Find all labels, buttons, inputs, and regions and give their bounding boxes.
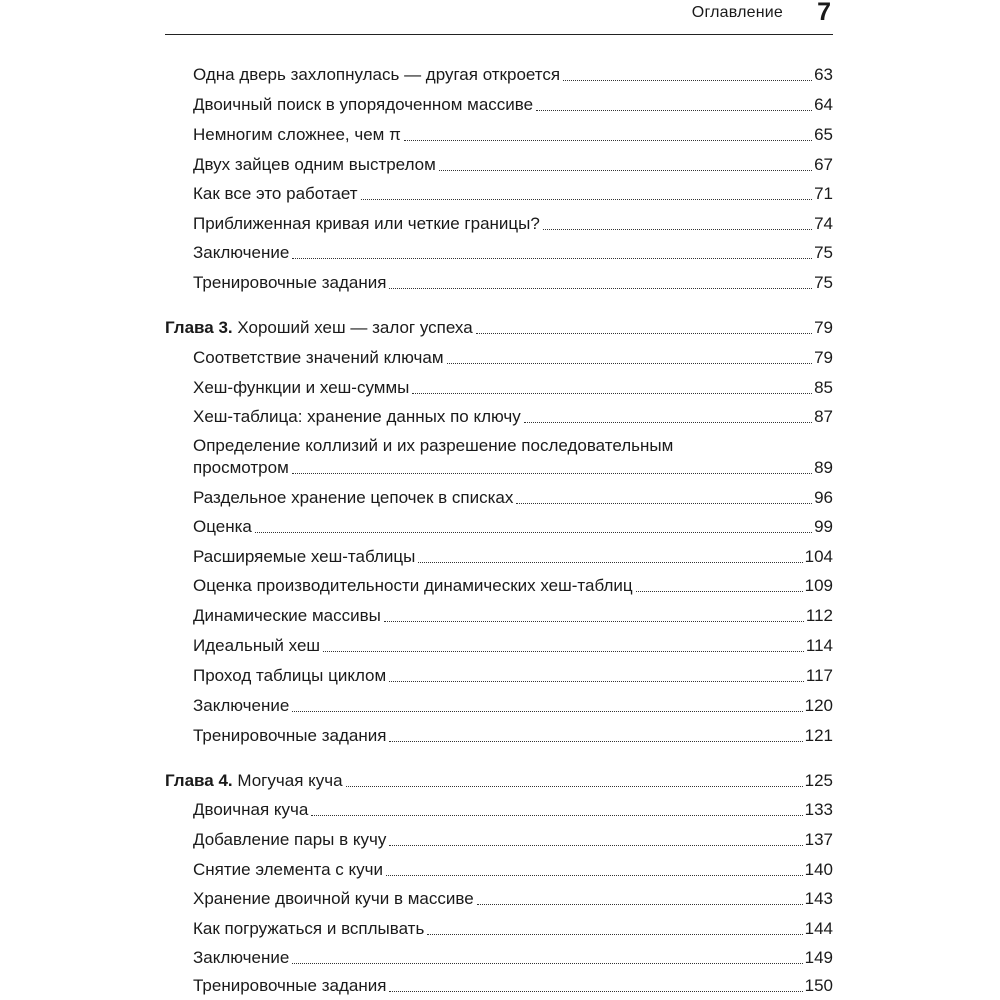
toc-entry-title: Немногим сложнее, чем π <box>193 125 401 144</box>
toc-entry-page: 149 <box>804 948 833 967</box>
dot-leader <box>255 532 812 533</box>
dot-leader <box>418 562 802 563</box>
toc-entry-title: Как все это работает <box>193 184 358 203</box>
toc-entry <box>193 273 833 293</box>
toc-entry <box>193 547 833 567</box>
toc-entry-page: 67 <box>814 155 833 174</box>
toc-entry-page: 85 <box>814 378 833 397</box>
toc-entry-title: Двух зайцев одним выстрелом <box>193 155 436 174</box>
toc-entry-title: Раздельное хранение цепочек в списках <box>193 488 514 507</box>
dot-leader <box>439 170 812 171</box>
toc-entry-title: Динамические массивы <box>193 606 381 625</box>
dot-leader <box>323 651 804 652</box>
toc-entry-title: Тренировочные задания <box>193 273 387 292</box>
running-header-title: Оглавление <box>691 4 783 21</box>
dot-leader <box>447 363 813 364</box>
toc-entry-page: 112 <box>805 606 833 625</box>
toc-entry-page: 121 <box>804 726 833 745</box>
toc-entry-page: 125 <box>804 771 833 790</box>
toc-entry-title: Заключение <box>193 948 290 967</box>
toc-entry-title: Заключение <box>193 696 290 715</box>
toc-chapter-entry <box>165 318 833 338</box>
dot-leader <box>389 681 804 682</box>
dot-leader <box>292 473 812 474</box>
dot-leader <box>386 875 803 876</box>
toc-entry-page: 137 <box>804 830 833 849</box>
dot-leader <box>389 991 802 992</box>
toc-entry-title: Хранение двоичной кучи в массиве <box>193 889 474 908</box>
toc-entry-title: Снятие элемента с кучи <box>193 860 384 879</box>
toc-entry-page: 120 <box>804 696 833 715</box>
toc-entry-page: 71 <box>814 184 833 203</box>
dot-leader <box>389 741 802 742</box>
toc-entry <box>193 407 833 427</box>
toc-entry-page: 75 <box>814 243 833 262</box>
toc-entry <box>193 606 833 626</box>
toc-entry-title: Тренировочные задания <box>193 976 387 995</box>
dot-leader <box>543 229 812 230</box>
toc-entry <box>193 576 833 596</box>
toc-entry-title: Соответствие значений ключам <box>193 348 444 367</box>
dot-leader <box>384 621 804 622</box>
toc-entry-page: 104 <box>804 547 833 566</box>
toc-entry <box>193 976 833 996</box>
toc-entry <box>193 666 833 686</box>
toc-chapter-title <box>165 318 473 338</box>
toc-chapter-entry <box>165 771 833 791</box>
dot-leader <box>292 258 812 259</box>
toc-entry-page: 65 <box>814 125 833 144</box>
toc-entry <box>193 860 833 880</box>
toc-entry-title: Добавление пары в кучу <box>193 830 387 849</box>
toc-entry-title: Проход таблицы циклом <box>193 666 387 685</box>
toc-entry-page: 140 <box>804 860 833 879</box>
toc-entry <box>193 488 833 508</box>
dot-leader <box>524 422 812 423</box>
toc-entry <box>193 458 833 478</box>
dot-leader <box>427 934 802 935</box>
chapter-title-text: Хороший хеш — залог успеха <box>237 318 473 337</box>
chapter-prefix: Глава 4. <box>165 771 233 790</box>
dot-leader <box>292 963 802 964</box>
toc-entry-page: 99 <box>814 517 833 536</box>
toc-entry-title: Оценка <box>193 517 252 536</box>
toc-entry <box>193 889 833 909</box>
toc-entry <box>193 184 833 204</box>
toc-entry-page: 144 <box>804 919 833 938</box>
toc-entry-title: просмотром <box>193 458 289 477</box>
toc-entry-page: 74 <box>814 214 833 233</box>
toc-entry-page: 150 <box>804 976 833 995</box>
toc-entry-title: Идеальный хеш <box>193 636 321 655</box>
dot-leader <box>311 815 802 816</box>
toc-entry <box>193 696 833 716</box>
toc-entry-page: 96 <box>814 488 833 507</box>
toc-entry <box>193 726 833 746</box>
toc-entry-title-line1: Определение коллизий и их разрешение последовательным <box>193 436 674 455</box>
dot-leader <box>389 845 802 846</box>
dot-leader <box>536 110 812 111</box>
page-number: 7 <box>817 0 831 26</box>
toc-entry <box>193 636 833 656</box>
toc-entry-page: 143 <box>804 889 833 908</box>
toc-entry <box>193 800 833 820</box>
toc-entry-page: 109 <box>804 576 833 595</box>
toc-entry <box>193 517 833 537</box>
toc-entry <box>193 243 833 263</box>
chapter-prefix: Глава 3. <box>165 318 233 337</box>
toc-entry-page: 79 <box>814 318 833 337</box>
dot-leader <box>412 393 812 394</box>
dot-leader <box>346 786 803 787</box>
toc-entry-title: Двоичный поиск в упорядоченном массиве <box>193 95 534 114</box>
toc-entry-title: Одна дверь захлопнулась — другая откроется <box>193 65 561 84</box>
toc-entry-page: 117 <box>805 666 833 685</box>
toc-entry <box>193 919 833 939</box>
toc-entry-page: 79 <box>814 348 833 367</box>
dot-leader <box>563 80 812 81</box>
toc-entry-title: Приближенная кривая или четкие границы? <box>193 214 540 233</box>
toc-entry-title: Заключение <box>193 243 290 262</box>
toc-entry-page: 64 <box>814 95 833 114</box>
toc-entry <box>193 830 833 850</box>
toc-entry <box>193 155 833 175</box>
toc-entry-title: Двоичная куча <box>193 800 309 819</box>
dot-leader <box>477 904 803 905</box>
dot-leader <box>361 199 813 200</box>
toc-entry-page: 75 <box>814 273 833 292</box>
toc-entry-title: Тренировочные задания <box>193 726 387 745</box>
toc-entry <box>193 348 833 368</box>
toc-entry-page: 133 <box>804 800 833 819</box>
dot-leader <box>389 288 812 289</box>
dot-leader <box>516 503 812 504</box>
toc-entry-title: Хеш-таблица: хранение данных по ключу <box>193 407 521 426</box>
toc-entry-page: 87 <box>814 407 833 426</box>
dot-leader <box>292 711 802 712</box>
toc-entry-title: Оценка производительности динамических хеш-таблиц <box>193 576 633 595</box>
toc-entry <box>193 125 833 145</box>
toc-entry-page: 89 <box>814 458 833 477</box>
dot-leader <box>636 591 803 592</box>
toc-entry-title: Хеш-функции и хеш-суммы <box>193 378 410 397</box>
toc-entry-page: 63 <box>814 65 833 84</box>
toc-entry-title: Расширяемые хеш-таблицы <box>193 547 416 566</box>
toc-chapter-title <box>165 771 343 791</box>
chapter-title-text: Могучая куча <box>237 771 343 790</box>
dot-leader <box>404 140 812 141</box>
toc-entry <box>193 65 833 85</box>
toc-entry <box>193 214 833 234</box>
toc-entry-title: Как погружаться и всплывать <box>193 919 425 938</box>
dot-leader <box>476 333 812 334</box>
toc-entry-page: 114 <box>805 636 833 655</box>
toc-entry <box>193 378 833 398</box>
toc-entry <box>193 95 833 115</box>
toc-entry <box>193 948 833 968</box>
